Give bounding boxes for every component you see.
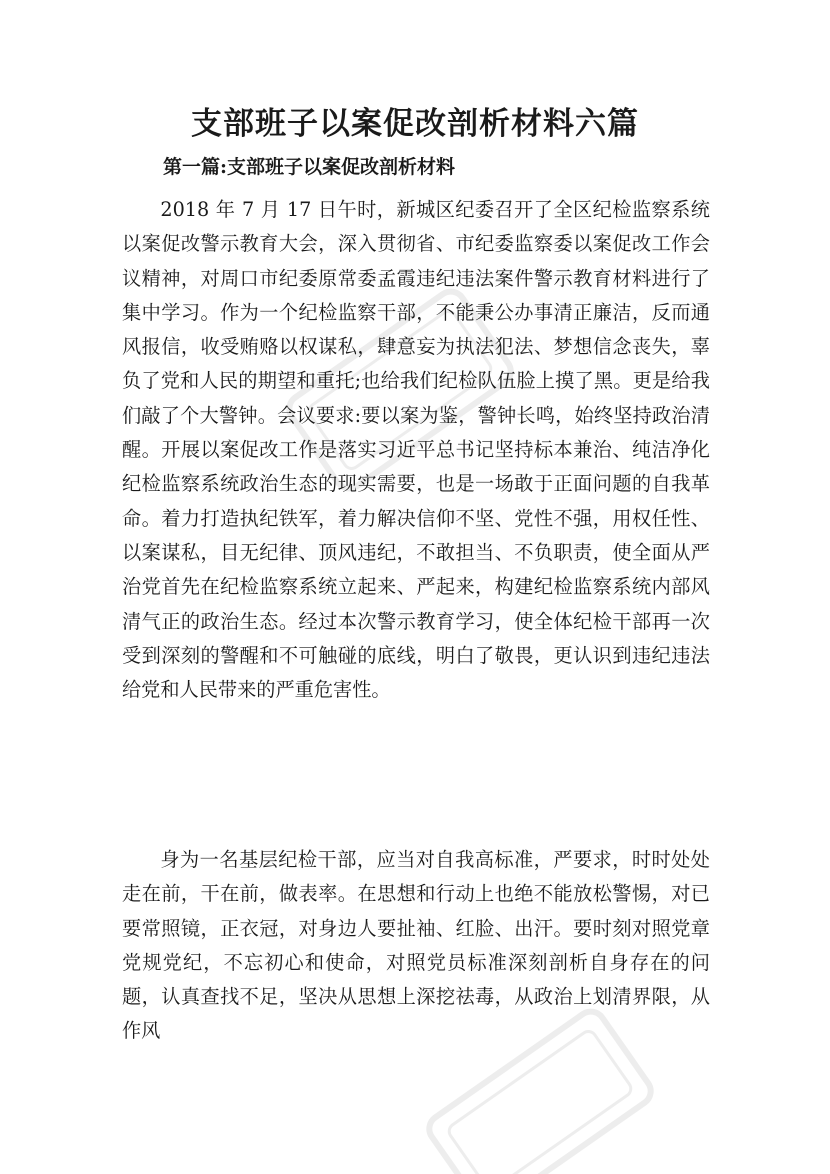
body-paragraph-1: 2018 年 7 月 17 日午时，新城区纪委召开了全区纪检监察系统以案促改警示教育大会，深入贯彻省、市纪委监察委以案促改工作会议精神，对周口市纪委原常委孟霞违纪违法案件警示教育材料进行了集中学习。作为一个纪检监察干部，不能秉公办事清正廉洁，反而通风报信，收受贿赂以权谋私，肆意妄为执法犯法、梦想信念丧失，辜负了党和人民的期望和重托;也给我们纪检队伍脸上摸了黑。更是给我们敲了个大警钟。会议要求:要以案为鉴，警钟长鸣，始终坚持政治清醒。开展以案促改工作是落实习近平总书记坚持标本兼治、纯洁净化纪检监察系统政治生态的现实需要，也是一场敢于正面问题的自我革命。着力打造执纪铁军，着力解决信仰不坚、党性不强，用权任性、以案谋私，目无纪律、顶风违纪，不敢担当、不负职责，使全面从严治党首先在纪检监察系统立起来、严起来，构建纪检监察系统内部风清气正的政治生态。经过本次警示教育学习，使全体纪检干部再一次受到深刻的警醒和不可触碰的底线，明白了敬畏，更认识到违纪违法给党和人民带来的严重危害性。 bbox=[122, 198, 710, 702]
document-title: 支部班子以案促改剖析材料六篇 bbox=[191, 106, 639, 142]
body-paragraph-2: 身为一名基层纪检干部，应当对自我高标准，严要求，时时处处走在前，干在前，做表率。在思想和行动上也绝不能放松警惕，对已要常照镜，正衣冠，对身边人要扯袖、红脸、出汗。要时刻对照党章党规党纪，不忘初心和使命，对照党员标准深刻剖析自身存在的问题，认真查找不足，坚决从思想上深挖祛毒，从政治上划清界限，从作风 bbox=[122, 848, 710, 1043]
section-heading: 第一篇:支部班子以案促改剖析材料 bbox=[163, 156, 456, 178]
